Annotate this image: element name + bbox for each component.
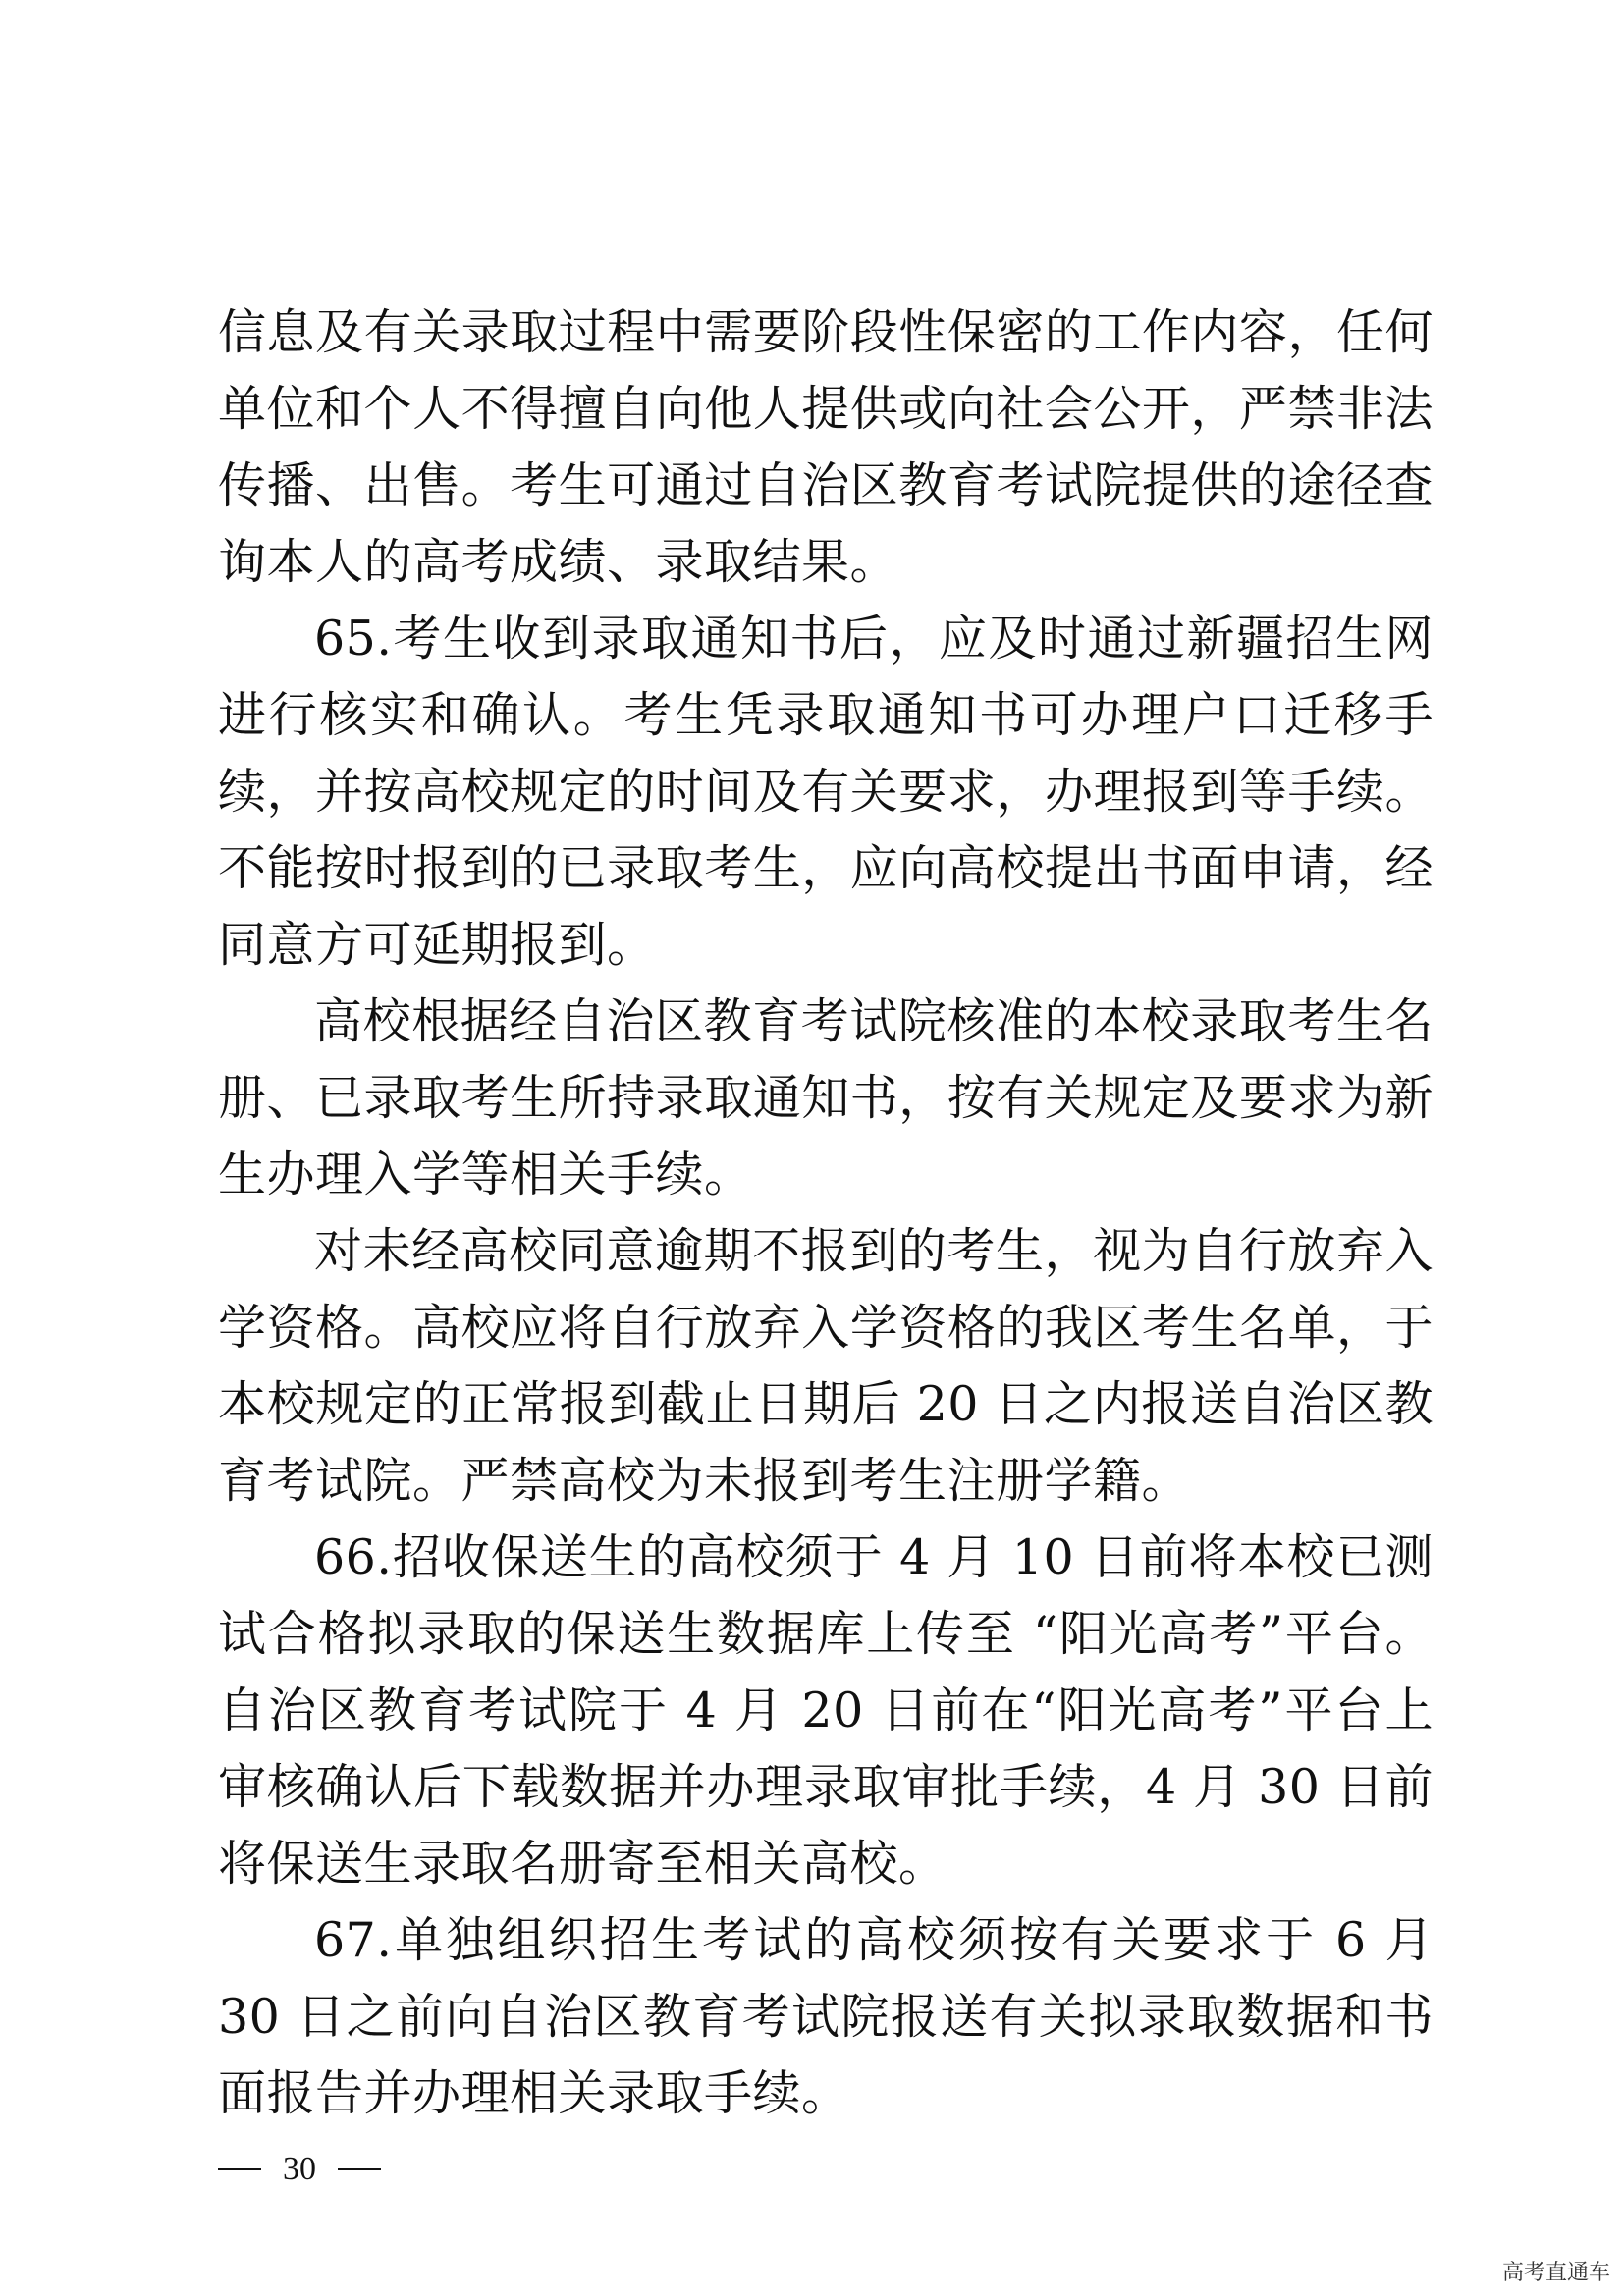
paragraph-late-registration: 对未经高校同意逾期不报到的考生，视为自行放弃入学资格。高校应将自行放弃入学资格的我区考生名单，于本校规定的正常报到截止日期后 20 日之内报送自治区教育考试院。严禁高校为未报到考生注册学籍。 (218, 1223, 1434, 1509)
paragraph-item-66: 66.招收保送生的高校须于 4 月 10 日前将本校已测试合格拟录取的保送生数据库上传至 “阳光高考”平台。自治区教育考试院于 4 月 20 日前在“阳光高考”平台上审核确认后下载数据并办理录取审批手续，4 月 30 日前将保送生录取名册寄至相关高校。 (218, 1529, 1434, 1892)
footer-dash-left (218, 2168, 261, 2170)
paragraph-continuation: 信息及有关录取过程中需要阶段性保密的工作内容，任何单位和个人不得擅自向他人提供或向社会公开，严禁非法传播、出售。考生可通过自治区教育考试院提供的途径查询本人的高考成绩、录取结果。 (218, 304, 1434, 590)
page-number: 30 (283, 2151, 316, 2187)
page-footer (218, 2150, 381, 2189)
paragraph-item-67: 67.单独组织招生考试的高校须按有关要求于 6 月 30 日之前向自治区教育考试院报送有关拟录取数据和书面报告并办理相关录取手续。 (218, 1912, 1434, 2121)
document-body (218, 294, 1434, 2132)
watermark: 高考直通车 (1501, 2261, 1610, 2285)
paragraph-item-65: 65.考生收到录取通知书后，应及时通过新疆招生网进行核实和确认。考生凭录取通知书可办理户口迁移手续，并按高校规定的时间及有关要求，办理报到等手续。不能按时报到的已录取考生，应向高校提出书面申请，经同意方可延期报到。 (218, 611, 1434, 973)
paragraph-enrollment-procedures: 高校根据经自治区教育考试院核准的本校录取考生名册、已录取考生所持录取通知书，按有关规定及要求为新生办理入学等相关手续。 (218, 993, 1434, 1202)
footer-dash-right (338, 2168, 381, 2170)
